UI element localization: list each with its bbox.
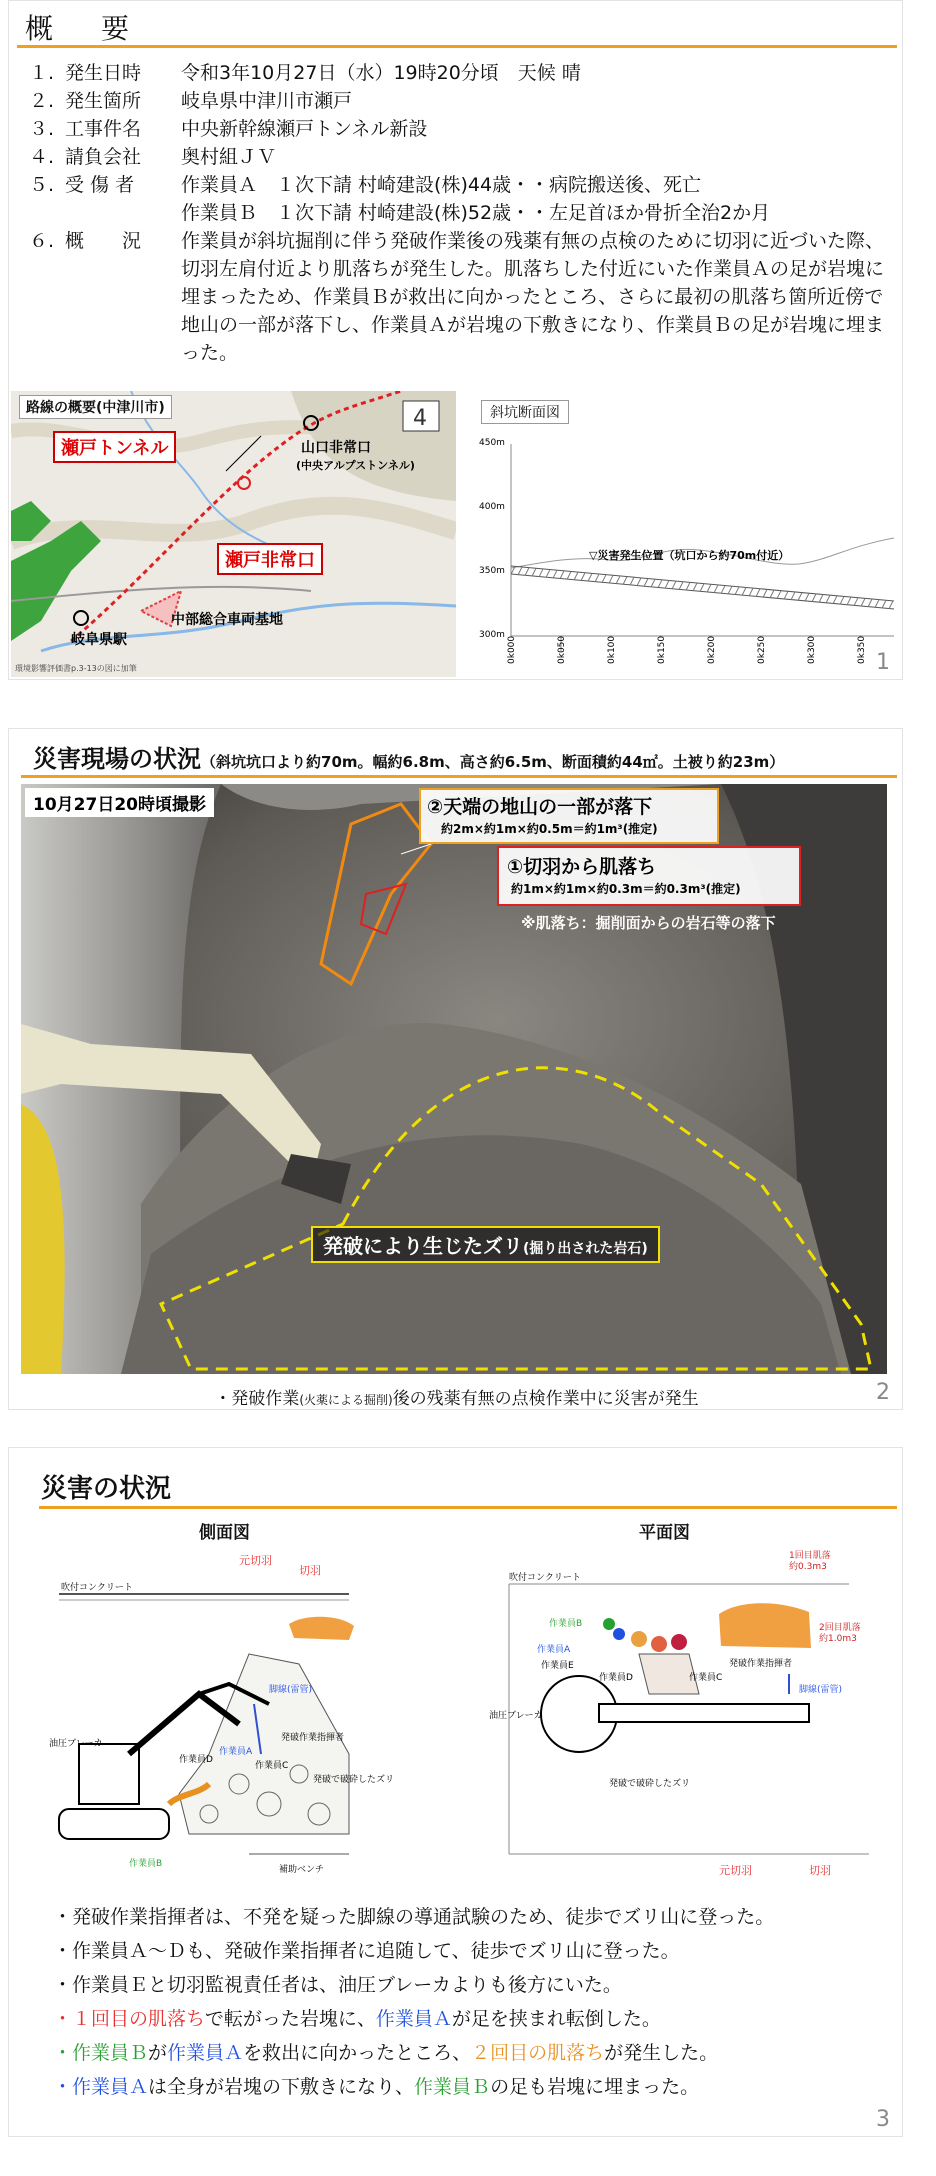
breaker-label: 油圧ブレーカ (49, 1739, 103, 1749)
x-tick: 0k150 (657, 635, 667, 664)
item-label: 工事件名 (65, 118, 142, 140)
callout-detail: 約2m×約1m×約0.5m＝約1m³(推定) (441, 822, 658, 836)
item-number: １. (29, 62, 55, 84)
item-number: ２. (29, 90, 55, 112)
bullet-text: ・ (53, 2042, 73, 2064)
list-item (29, 227, 899, 364)
worker-b-label: 作業員B (129, 1859, 163, 1869)
spray-concrete-label: 吹付コンクリート (509, 1573, 581, 1583)
item-label: 請負会社 (65, 146, 142, 168)
kyakuban-label: 脚線(雷管) (799, 1685, 843, 1695)
breaker-label: 油圧ブレーカ (489, 1711, 543, 1721)
map-caption: 路線の概要(中津川市) (19, 395, 172, 419)
second-fall-label: 2回目肌落 (819, 1623, 861, 1633)
list-item (29, 115, 899, 143)
item-label: 発生箇所 (65, 90, 142, 112)
callout-detail: 約1m×約1m×約0.3m＝約0.3m³(推定) (511, 882, 741, 896)
bullet-text: ・作業員Ａ～Ｄも、発破作業指揮者に追随して、徒歩でズリ山に登った。 (53, 1940, 680, 1962)
item-label: 受 傷 者 (65, 174, 135, 196)
first-fall-label: 1回目肌落 (789, 1551, 831, 1561)
motokiriha-label: 元切羽 (719, 1864, 752, 1877)
bullet-item (53, 1934, 774, 1968)
commander-label: 発破作業指揮者 (281, 1733, 345, 1743)
kyakuban-label: 脚線(雷管) (269, 1685, 313, 1695)
plan-view-graphic (489, 1544, 889, 1884)
worker-e-label: 作業員E (541, 1661, 574, 1671)
item-value: 奥村組ＪＶ (181, 146, 277, 168)
injured-a: 作業員Ａ １次下請 村崎建設(株)44歳・・病院搬送後、死亡 (181, 174, 702, 196)
item-label: 概 況 (65, 230, 142, 252)
bullet-item (53, 1968, 774, 2002)
depot-label: 中部総合車両基地 (171, 612, 283, 628)
bullet-text: が足を挟まれ転倒した。 (451, 2008, 661, 2030)
section-caption: 斜坑断面図 (481, 400, 569, 424)
title-rule (17, 45, 897, 48)
page-title (33, 739, 784, 774)
worker-a-label: 作業員A (219, 1747, 253, 1757)
page-number: 2 (876, 1380, 890, 1405)
bench-label: 補助ベンチ (279, 1865, 325, 1875)
zuri-sub: (掘り出された岩石) (523, 1241, 648, 1257)
hadaochi-note: ※肌落ち：掘削面からの岩石等の落下 (521, 914, 776, 932)
list-item (29, 59, 899, 87)
section-diagram (469, 396, 899, 674)
spray-concrete-label: 吹付コンクリート (61, 1583, 133, 1593)
motokiriha-label: 元切羽 (239, 1554, 272, 1567)
incident-marker: ▽災害発生位置（坑口から約70m付近） (589, 549, 790, 562)
title-rule (39, 1506, 897, 1509)
caption-pre: ・発破作業 (214, 1389, 300, 1409)
callout-title: ①切羽から肌落ち (507, 856, 657, 878)
page-title: 概 要 (25, 12, 140, 45)
bullet-text: 作業員Ａ (72, 2076, 149, 2098)
bullet-item (53, 1900, 774, 1934)
item-value: 中央新幹線瀬戸トンネル新設 (181, 118, 428, 140)
item-value: 岐阜県中津川市瀬戸 (181, 90, 353, 112)
bullet-text: 作業員Ａ (375, 2008, 452, 2030)
item-number: ６. (29, 230, 55, 252)
item-value (181, 171, 896, 227)
bullet-text: ・作業員Ｅと切羽監視責任者は、油圧ブレーカよりも後方にいた。 (53, 1974, 622, 1996)
overview-list (29, 59, 899, 364)
zuri-main: 発破により生じたズリ (323, 1234, 523, 1258)
section-graphic (469, 396, 899, 674)
title-main: 災害現場の状況 (33, 745, 201, 773)
kiriha-label: 切羽 (809, 1864, 831, 1877)
item-number: ４. (29, 146, 55, 168)
worker-d-label: 作業員D (599, 1673, 633, 1683)
bullet-text: が発生した。 (604, 2042, 719, 2064)
yamaguchi-sub-label: (中央アルプストンネル) (296, 459, 415, 472)
map-footnote: 環境影響評価書p.3-13の図に加筆 (15, 664, 137, 673)
bullet-text: ２回目の肌落ち (471, 2042, 605, 2064)
bullet-text: ・ (53, 2076, 73, 2098)
worker-a-label: 作業員A (537, 1645, 571, 1655)
slide-accident-status (8, 1447, 903, 2137)
bullet-text: ・ (53, 2008, 73, 2030)
x-tick: 0k000 (507, 635, 517, 664)
bullet-list (53, 1900, 774, 2104)
page-title: 災害の状況 (41, 1474, 172, 1504)
plan-view-title: 平面図 (639, 1523, 690, 1543)
item-value: 作業員が斜坑掘削に伴う発破作業後の残薬有無の点検のために切羽に近づいた際、切羽左肩付近より肌落ちが発生した。肌落ちした付近にいた作業員Ａの足が岩塊に埋まったため、作業員Ｂが救出に向かったところ、さらに最初の肌落ち箇所近傍で地山の一部が落下し、作業員Ａが岩塊の下敷きになり、作業員Ｂの足が岩塊に埋まった。 (181, 230, 885, 364)
worker-c-label: 作業員C (689, 1673, 723, 1683)
side-view-graphic (49, 1544, 399, 1884)
bullet-item (53, 2002, 774, 2036)
photo-caption (9, 1384, 903, 1409)
callout-crown-fall (419, 788, 719, 844)
hatching (511, 566, 893, 609)
item-label: 発生日時 (65, 62, 142, 84)
list-item (29, 143, 899, 171)
route-map (11, 391, 456, 677)
bullet-text: 作業員Ａ (167, 2042, 244, 2064)
injured-b: 作業員Ｂ １次下請 村崎建設(株)52歳・・左足首ほか骨折全治2か月 (181, 202, 771, 224)
slide-overview (8, 0, 903, 680)
worker-c-label: 作業員C (255, 1761, 289, 1771)
x-tick: 0k050 (557, 635, 567, 664)
y-tick: 300m (479, 630, 505, 640)
list-item (29, 87, 899, 115)
x-tick: 0k300 (807, 635, 817, 664)
item-value: 令和3年10月27日（水）19時20分頃 天候 晴 (181, 62, 581, 84)
bullet-item (53, 2070, 774, 2104)
bullet-text: を救出に向かったところ、 (243, 2042, 472, 2064)
y-tick: 400m (479, 502, 505, 512)
bullet-text: 作業員Ｂ (72, 2042, 149, 2064)
bullet-text: で転がった岩塊に、 (204, 2008, 376, 2030)
bullet-text: 作業員Ｂ (414, 2076, 491, 2098)
item-number: ５. (29, 174, 55, 196)
seto-exit-label: 瀬戸非常口 (217, 543, 323, 575)
x-tick: 0k350 (857, 635, 867, 664)
x-tick: 0k100 (607, 635, 617, 664)
bullet-text: が (148, 2042, 168, 2064)
x-tick: 0k200 (707, 635, 717, 664)
slide-site-status (8, 728, 903, 1410)
worker-d-label: 作業員D (179, 1755, 213, 1765)
callout-face-fall (497, 846, 801, 906)
y-tick: 350m (479, 566, 505, 576)
zuri-label (311, 1226, 660, 1263)
bullet-text: の足も岩塊に埋まった。 (490, 2076, 700, 2098)
x-tick: 0k250 (757, 635, 767, 664)
caption-small: (火薬による掘削) (299, 1393, 393, 1407)
y-tick: 450m (479, 438, 505, 448)
page-number: 1 (876, 650, 890, 675)
side-view-title: 側面図 (199, 1523, 250, 1543)
bullet-text: は全身が岩塊の下敷きになり、 (148, 2076, 415, 2098)
list-item (29, 171, 899, 227)
plan-view-diagram (489, 1544, 889, 1884)
kiriha-label: 切羽 (299, 1564, 321, 1577)
title-sub: （斜坑坑口より約70m。幅約6.8m、高さ約6.5m、断面積約44㎡。土被り約23m） (201, 753, 785, 771)
first-fall-size: 約0.3m3 (789, 1562, 827, 1572)
svg-text:4: 4 (413, 406, 427, 431)
station-label: 岐阜県駅 (71, 632, 127, 648)
title-rule (21, 775, 897, 778)
site-photo (21, 784, 887, 1374)
bullet-text: ・発破作業指揮者は、不発を疑った脚線の導通試験のため、徒歩でズリ山に登った。 (53, 1906, 775, 1928)
zuri-label: 発破で破砕したズリ (313, 1775, 395, 1785)
second-fall-size: 約1.0m3 (819, 1634, 857, 1644)
page-number: 3 (876, 2107, 890, 2132)
seto-tunnel-label: 瀬戸トンネル (53, 431, 176, 463)
caption-post: 後の残薬有無の点検作業中に災害が発生 (392, 1389, 699, 1409)
item-number: ３. (29, 118, 55, 140)
callout-title: ②天端の地山の一部が落下 (427, 796, 653, 818)
side-view-diagram (49, 1544, 399, 1884)
bullet-text: １回目の肌落ち (72, 2008, 205, 2030)
commander-label: 発破作業指揮者 (729, 1659, 793, 1669)
worker-b-label: 作業員B (549, 1619, 583, 1629)
photo-date: 10月27日20時頃撮影 (25, 788, 214, 817)
yamaguchi-label: 山口非常口 (301, 440, 371, 456)
zuri-label: 発破で破砕したズリ (609, 1779, 691, 1789)
bullet-item (53, 2036, 774, 2070)
